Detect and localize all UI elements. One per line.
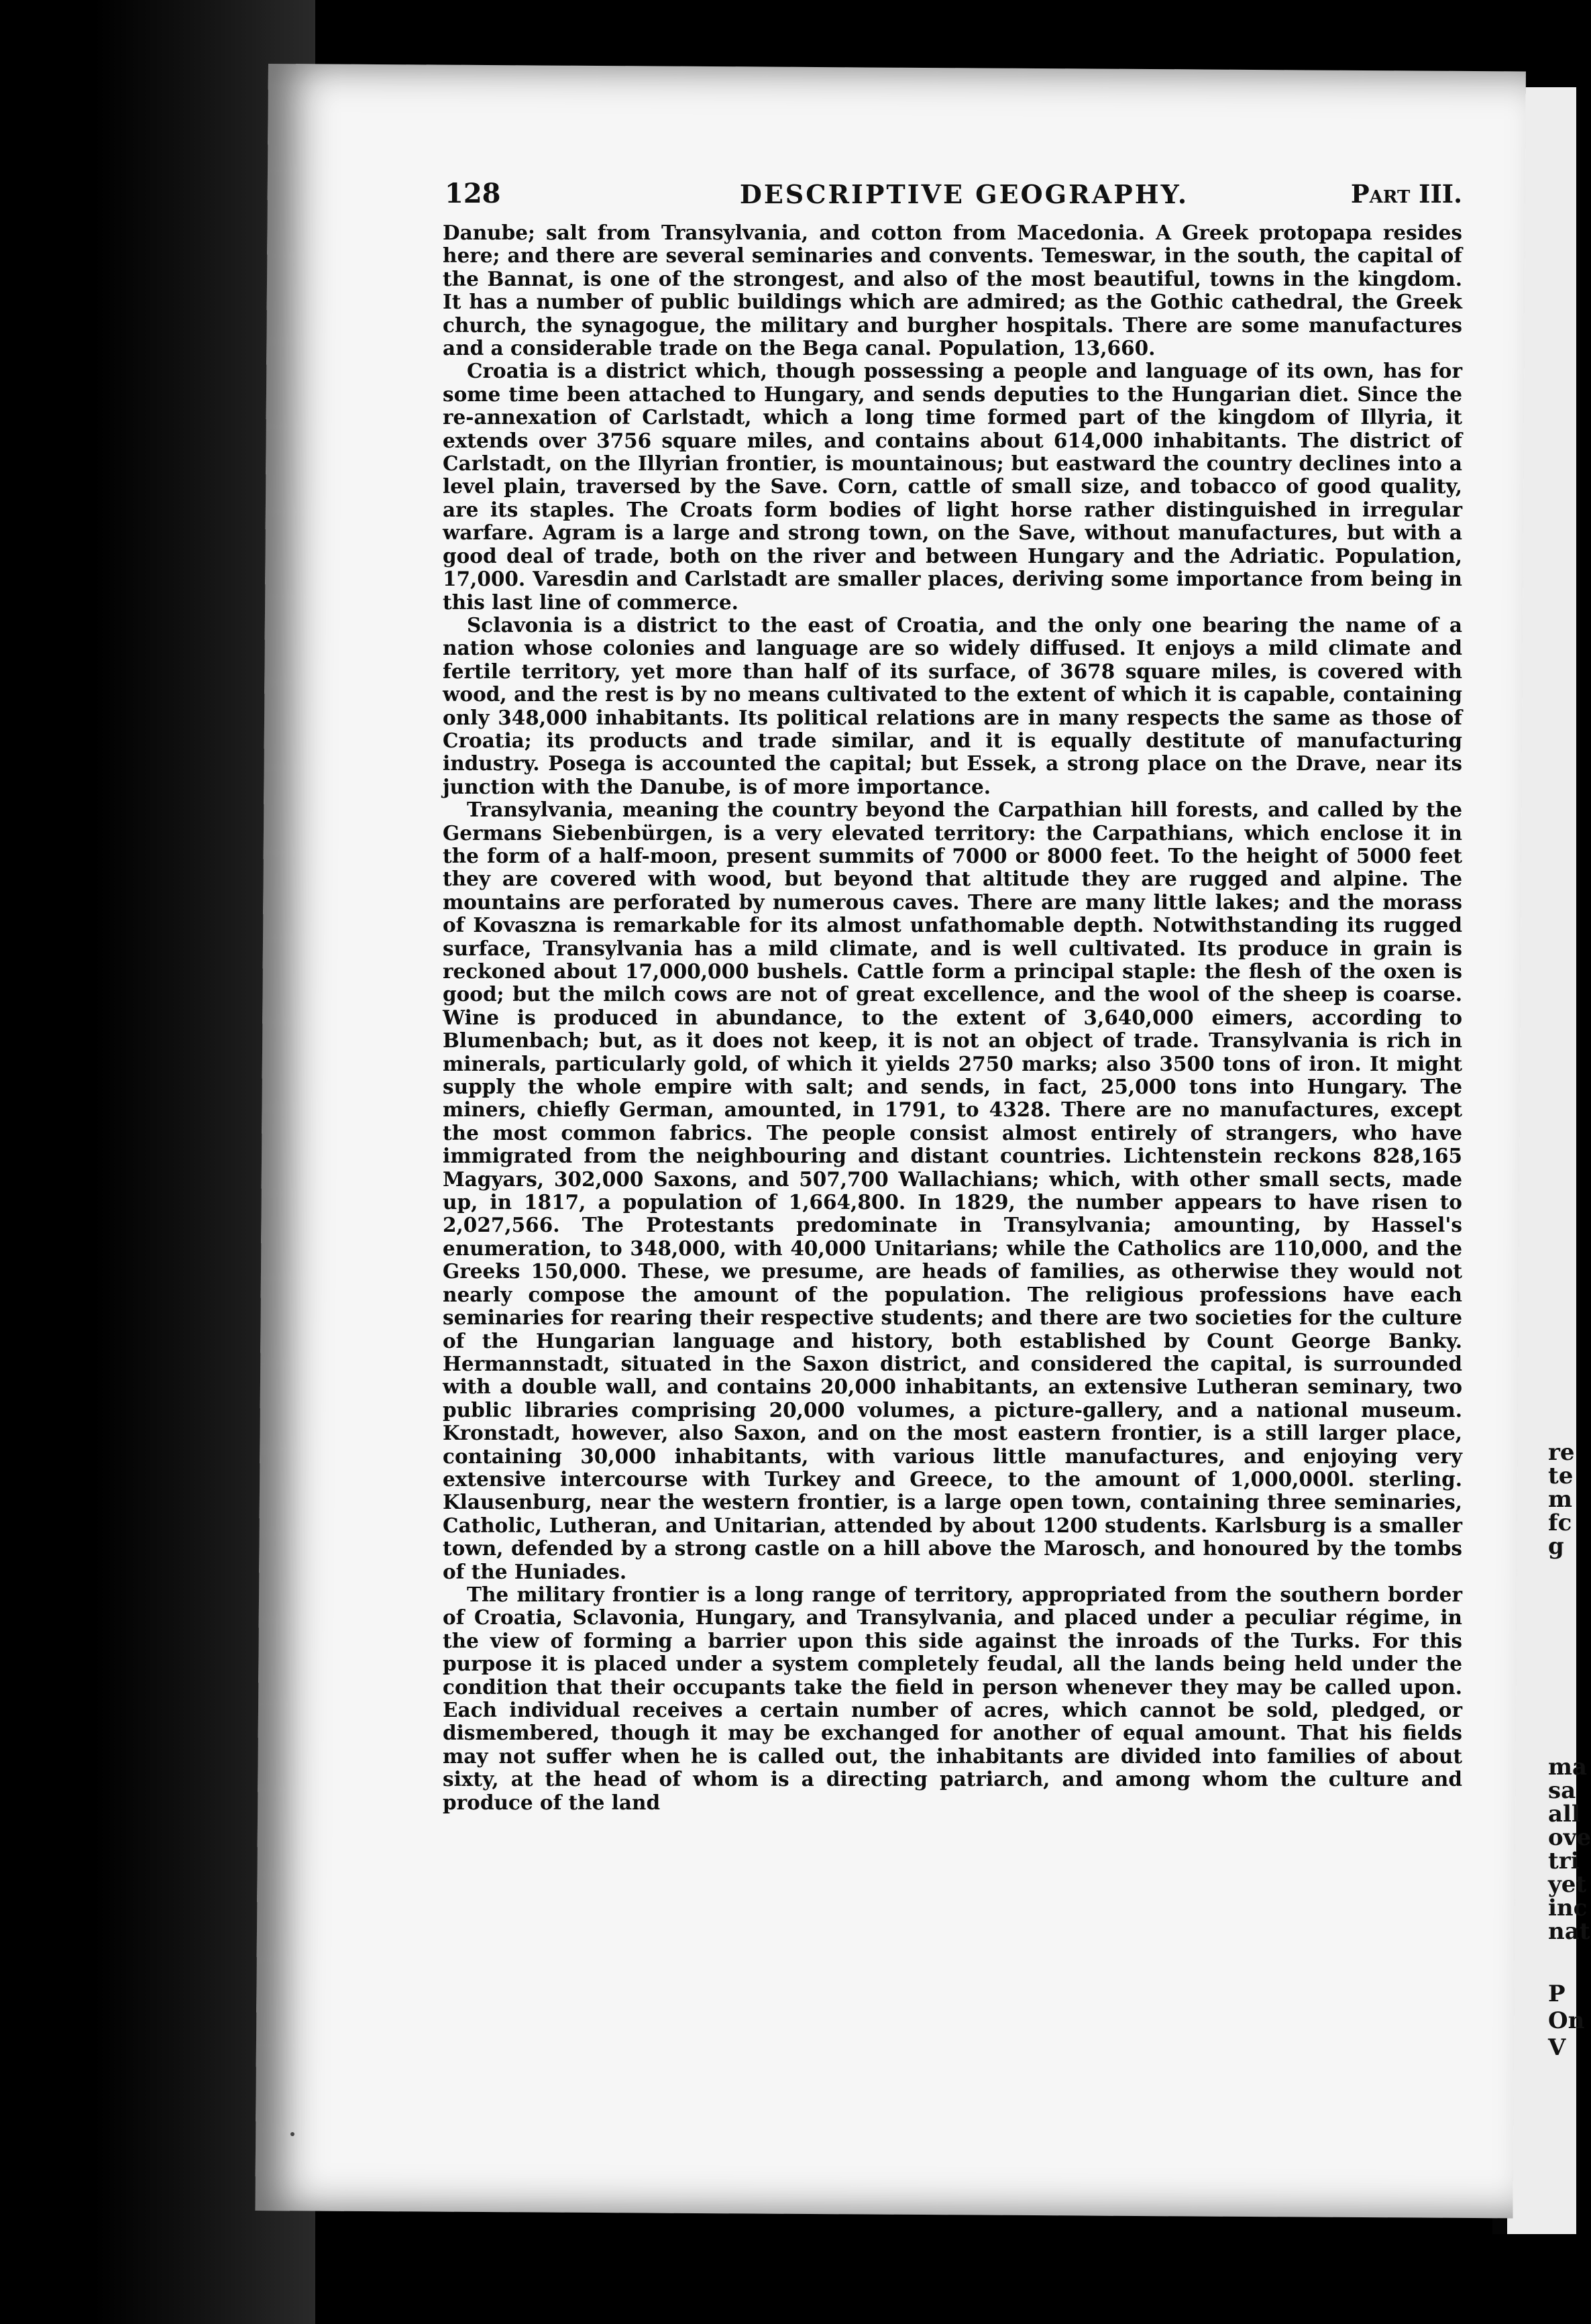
adjacent-page-fragment: fc — [1548, 1510, 1572, 1536]
adjacent-page-fragment: tri — [1548, 1848, 1580, 1874]
paragraph-transylvania: Transylvania, meaning the country beyond the Carpathian hill forests, and called by the Germans Siebenbürgen, is a very elevated territory: the Carpathians, which enclose it in the form of a half-moon, present summits of 7000 or 8000 feet. To the height of 5000 feet they are covered with wood, but beyond that altitude they are rugged and alpine. The mountains are perforated by numerous caves. There are many little lakes; and the morass of Kovaszna is remarkable for its almost unfathomable depth. Notwithstanding its rugged surface, Transylvania has a mild climate, and is well cultivated. Its produce in grain is reckoned about 17,000,000 bushels. Cattle form a principal staple: the flesh of the oxen is good; but the milch cows are not of great excellence, and the wool of the sheep is coarse. Wine is produced in abundance, to the extent of 3,640,000 eimers, according to Blumenbach; but, as it does not keep, it is not an object of trade. Transylvania is rich in minerals, particularly gold, of which it yields 2750 marks; also 3500 tons of iron. It might supply the whole empire with salt; and sends, in fact, 25,000 tons into Hungary. The miners, chiefly German, amounted, in 1791, to 4328. There are no manufactures, except the most common fabrics. The people consist almost entirely of strangers, who have immigrated from the neighbouring and distant countries. Lichtenstein reckons 828,165 Magyars, 302,000 Saxons, and 507,700 Wallachians; which, with other small sects, made up, in 1817, a population of 1,664,800. In 1829, the number appears to have risen to 2,027,566. The Protestants predominate in Transylvania; amounting, by Hassel's enumeration, to 348,000, with 40,000 Unitarians; while the Catholics are 110,000, and the Greeks 150,000. These, we presume, are heads of families, as otherwise they would not nearly compose the amount of the population. The religious professions have each seminaries for rearing their respective students; and there are two societies for the culture of the Hungarian language and history, both established by Count George Banky. Hermannstadt, situated in the Saxon district, and considered the capital, is surrounded with a double wall, and contains 20,000 inhabitants, an extensive Lutheran seminary, two public libraries comprising 20,000 volumes, a picture-gallery, and a national museum. Kronstadt, however, also Saxon, and on the most eastern frontier, is a still larger place, containing 30,000 inhabitants, with various little manufactures, and enjoying very extensive intercourse with Turkey and Greece, to the amount of 1,000,000l. sterling. Klausenburg, near the western frontier, is a large open town, containing three seminaries, Catholic, Lutheran, and Unitarian, attended by about 1200 students. Karlsburg is a smaller town, defended by a strong castle on a hill above the Marosch, and honoured by the tombs of the Huniades. — [443, 798, 1462, 1583]
paragraph-temeswar: Danube; salt from Transylvania, and cotton from Macedonia. A Greek protopapa resides here; and there are several seminaries and convents. Temeswar, in the south, the capital of the Bannat, is one of the strongest, and also of the most beautiful, towns in the kingdom. It has a number of public buildings which are admired; as the Gothic cathedral, the Greek church, the synagogue, the military and burgher hospitals. There are some manufactures and a considerable trade on the Bega canal. Population, 13,660. — [443, 221, 1462, 360]
adjacent-page-fragment: P — [1548, 1980, 1566, 2007]
paragraph-croatia: Croatia is a district which, though possessing a people and language of its own, has for some time been attached to Hungary, and sends deputies to the Hungarian diet. Since the re-annexation of Carlstadt, which a long time formed part of the kingdom of Illyria, it extends over 3756 square miles, and contains about 614,000 inhabitants. The district of Carlstadt, on the Illyrian frontier, is mountainous; but eastward the country declines into a level plain, traversed by the Save. Corn, cattle of small size, and tobacco of good quality, are its staples. The Croats form bodies of light horse rather distinguished in irregular warfare. Agram is a large and strong town, on the Save, without manufactures, but with a good deal of trade, both on the river and between Hungary and the Adriatic. Population, 17,000. Varesdin and Carlstadt are smaller places, deriving some importance from being in this last line of commerce. — [443, 359, 1462, 614]
paragraph-military-frontier: The military frontier is a long range of territory, appropriated from the southern border of Croatia, Sclavonia, Hungary, and Transylvania, and placed under a peculiar régime, in the view of forming a barrier upon this side against the inroads of the Turks. For this purpose it is placed under a system completely feudal, all the lands being held under the condition that their occupants take the field in person whenever they may be called upon. Each individual receives a certain number of acres, which cannot be sold, pledged, or dismembered, though it may be exchanged for another of equal amount. That his fields may not suffer when he is called out, the inhabitants are divided into families of about sixty, at the head of whom is a directing patriarch, and among whom the culture and produce of the land — [443, 1582, 1462, 1814]
running-header — [439, 178, 1462, 218]
adjacent-page-fragment: ove — [1548, 1824, 1591, 1851]
adjacent-page-fragment: ma — [1548, 1754, 1588, 1781]
adjacent-page-fragment: yet — [1548, 1871, 1587, 1898]
adjacent-page-fragment: re — [1548, 1439, 1575, 1466]
part-label: Part III. — [1350, 179, 1462, 209]
paragraph-sclavonia: Sclavonia is a district to the east of Croatia, and the only one bearing the name of a nation whose colonies and language are so widely diffused. It enjoys a mild climate and fertile territory, yet more than half of its surface, of 3678 square miles, is covered with wood, and the rest is by no means cultivated to the extent of which it is capable, containing only 348,000 inhabitants. Its political relations are in many respects the same as those of Croatia; its products and trade similar, and it is equally destitute of manufacturing industry. Posega is accounted the capital; but Essek, a strong place on the Drave, near its junction with the Danube, is of more importance. — [443, 613, 1462, 798]
adjacent-page-fragment: g — [1548, 1533, 1564, 1560]
adjacent-page-fragment: On — [1548, 2007, 1585, 2034]
adjacent-page-fragment: sa — [1548, 1777, 1576, 1804]
adjacent-page-fragment: V — [1548, 2034, 1566, 2061]
adjacent-page-fragment: nat — [1548, 1918, 1590, 1945]
adjacent-page-fragment: m — [1548, 1486, 1572, 1513]
running-title: DESCRIPTIVE GEOGRAPHY. — [739, 179, 1189, 209]
scan-speck — [290, 2132, 294, 2136]
adjacent-page-fragment: te — [1548, 1463, 1574, 1489]
adjacent-page-fragment: inc — [1548, 1895, 1588, 1921]
page-number: 128 — [445, 178, 501, 209]
page-body — [443, 221, 1462, 1814]
adjacent-page-fragment: all — [1548, 1801, 1580, 1828]
